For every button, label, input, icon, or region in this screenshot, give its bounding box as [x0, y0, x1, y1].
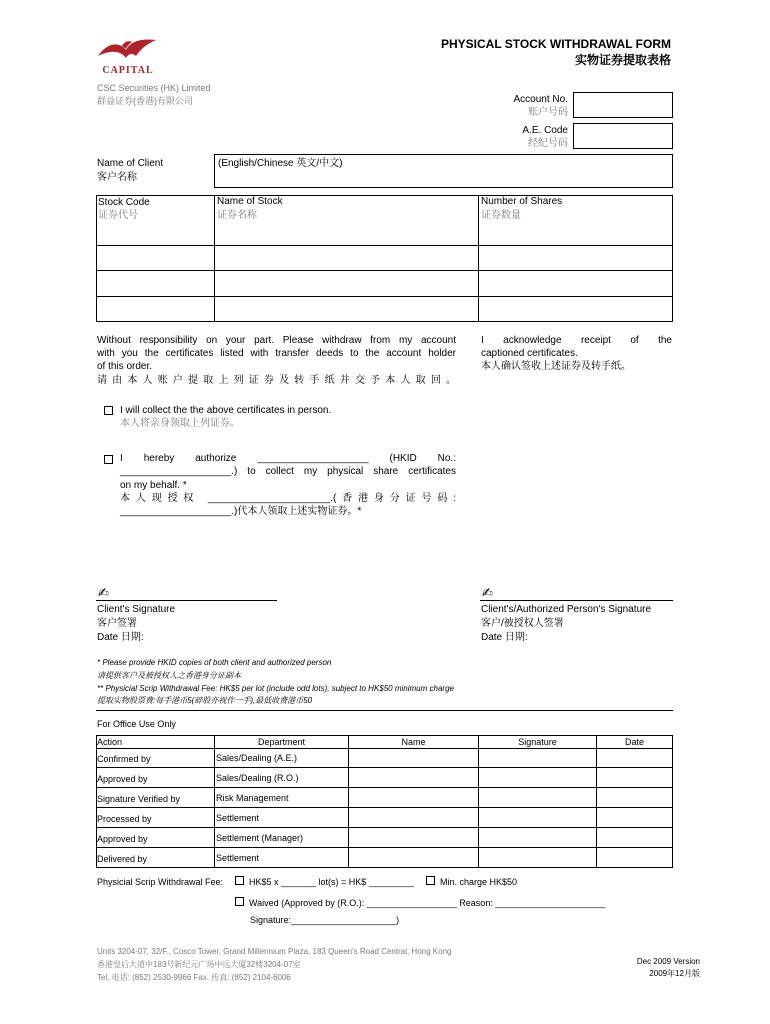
- ae-code-field[interactable]: [573, 123, 673, 149]
- logo-text: CAPITAL: [102, 65, 154, 76]
- client-date-label: Date 日期:: [97, 632, 144, 643]
- form-title-cn: 实物证券提取表格: [574, 53, 671, 67]
- office-row-dept: Settlement: [216, 813, 260, 823]
- fee-calc-checkbox[interactable]: [235, 876, 244, 885]
- office-row-dept: Sales/Dealing (R.O.): [216, 773, 299, 783]
- stock-row-1[interactable]: [97, 246, 672, 270]
- version-cn: 2009年12月版: [649, 969, 700, 978]
- authorized-signature-label-cn: 客户/被授权人签署: [481, 618, 564, 629]
- office-row-dept: Settlement (Manager): [216, 833, 304, 843]
- authorize-line2: ____________________.) to collect my physical share certificates: [120, 466, 456, 477]
- collect-in-person-label-cn: 本人将亲身领取上列证券。: [120, 418, 240, 429]
- office-row-action: Delivered by: [97, 854, 148, 864]
- authorize-cn-line2: ____________________.)代本人领取上述实物证券。*: [120, 506, 362, 517]
- note-fee-cn: 提取实物股票费:每手港币5(碎股亦视作一手),最低收费港币50: [97, 696, 313, 705]
- company-logo: [96, 36, 160, 76]
- version-en: Dec 2009 Version: [636, 957, 700, 966]
- client-name-label: Name of Client: [97, 158, 164, 169]
- account-no-label: Account No.: [513, 94, 568, 105]
- instruction-en-line2: with you the certificates listed with transfer deeds to the account holder: [97, 348, 456, 359]
- fee-calc: HK$5 x _______ lot(s) = HK$ _________: [249, 877, 414, 887]
- office-header-action: Action: [97, 737, 123, 747]
- authorized-signature-pen-icon: ✍: [482, 585, 493, 600]
- authorized-signature-line[interactable]: [480, 600, 673, 601]
- waived-label: Waived (Approved by (R.O.): __________________ Reason: ______________________: [249, 898, 606, 908]
- acknowledge-en-line1: I acknowledge receipt of the: [481, 335, 672, 346]
- note-hkid-cn: 请提供客户及被授权人之香港身分证副本: [97, 671, 241, 680]
- instruction-cn: 请由本人账户提取上列证券及转手纸并交予本人取回。: [97, 375, 456, 386]
- acknowledge-cn: 本人确认签收上述证券及转手纸。: [481, 361, 631, 372]
- client-signature-pen-icon: ✍: [98, 585, 109, 600]
- collect-in-person-label: I will collect the the above certificates in person.: [120, 405, 332, 416]
- stock-code-header-cn: 证券代号: [98, 210, 138, 221]
- office-row-dept: Risk Management: [216, 793, 289, 803]
- office-header-date: Date: [624, 737, 644, 747]
- shares-header: Number of Shares: [481, 196, 563, 207]
- stock-name-header-cn: 证券名称: [217, 210, 257, 221]
- office-row-action: Signature Verified by: [97, 794, 181, 804]
- eagle-logo-icon: [96, 36, 160, 62]
- authorize-line1: I hereby authorize ____________________ (HKID No.:: [120, 453, 456, 464]
- ae-code-label: A.E. Code: [522, 125, 568, 136]
- office-row-action: Processed by: [97, 814, 152, 824]
- acknowledge-en-line2: captioned certificates.: [481, 348, 578, 359]
- office-header-name: Name: [401, 737, 426, 747]
- note-fee: ** Physicial Scrip Withdrawal Fee: HK$5 per lot (include odd lots), subject to HK$50 minimum charge: [97, 684, 454, 693]
- fee-label: Physicial Scrip Withdrawal Fee:: [97, 877, 224, 887]
- form-title-en: PHYSICAL STOCK WITHDRAWAL FORM: [440, 37, 671, 51]
- min-charge-label: Min. charge HK$50: [440, 877, 518, 887]
- office-row-dept: Sales/Dealing (A.E.): [216, 753, 298, 763]
- authorize-line3: on my behalf. *: [120, 480, 187, 491]
- office-row-dept: Settlement: [216, 853, 260, 863]
- footer-contact: Tel. 电话: (852) 2530-9966 Fax. 传真: (852) 2104-6006: [97, 973, 291, 982]
- account-no-label-cn: 账户号码: [528, 107, 568, 118]
- company-name-en: CSC Securities (HK) Limited: [97, 83, 211, 93]
- stock-code-header: Stock Code: [98, 197, 150, 208]
- instruction-en-line1: Without responsibility on your part. Please withdraw from my account: [97, 335, 456, 346]
- office-row-action: Confirmed by: [97, 754, 151, 764]
- ae-code-label-cn: 经纪号码: [528, 138, 568, 149]
- office-row-action: Approved by: [97, 774, 148, 784]
- stock-name-header: Name of Stock: [217, 196, 283, 207]
- stock-row-2[interactable]: [97, 271, 672, 296]
- client-name-label-cn: 客户名称: [97, 172, 137, 183]
- client-signature-label-cn: 客户签署: [97, 618, 137, 629]
- office-header-department: Department: [257, 737, 306, 747]
- min-charge-checkbox[interactable]: [426, 876, 435, 885]
- shares-header-cn: 证券数量: [481, 210, 521, 221]
- client-signature-label: Client's Signature: [97, 604, 176, 615]
- office-signature-label: Signature:_____________________): [250, 915, 400, 925]
- collect-in-person-checkbox[interactable]: [104, 406, 113, 415]
- authorized-signature-label: Client's/Authorized Person's Signature: [481, 604, 652, 615]
- stock-row-3[interactable]: [97, 297, 672, 321]
- authorize-cn-line1: 本人现授权 ______________________.(香港身分证号码:: [120, 493, 456, 504]
- authorized-date-label: Date 日期:: [481, 632, 528, 643]
- client-signature-line[interactable]: [96, 600, 277, 601]
- instruction-en-line3: of this order.: [97, 361, 153, 372]
- footer-address-en: Units 3204-07, 32/F., Cosco Tower, Grand Millennium Plaza, 183 Queen's Road Central, Hong Kong: [97, 947, 452, 956]
- company-name-cn: 群益证券(香港)有限公司: [97, 96, 193, 106]
- waived-checkbox[interactable]: [235, 897, 244, 906]
- client-name-hint: (English/Chinese 英文/中文): [218, 158, 343, 169]
- authorize-checkbox[interactable]: [104, 455, 113, 464]
- note-hkid: * Please provide HKID copies of both client and authorized person: [97, 658, 332, 667]
- footer-address-cn: 香港皇后大道中183号新纪元广场中远大厦32楼3204-07室: [97, 960, 301, 969]
- account-no-field[interactable]: [573, 92, 673, 118]
- office-use-heading: For Office Use Only: [97, 719, 176, 729]
- office-header-signature: Signature: [518, 737, 557, 747]
- office-row-action: Approved by: [97, 834, 148, 844]
